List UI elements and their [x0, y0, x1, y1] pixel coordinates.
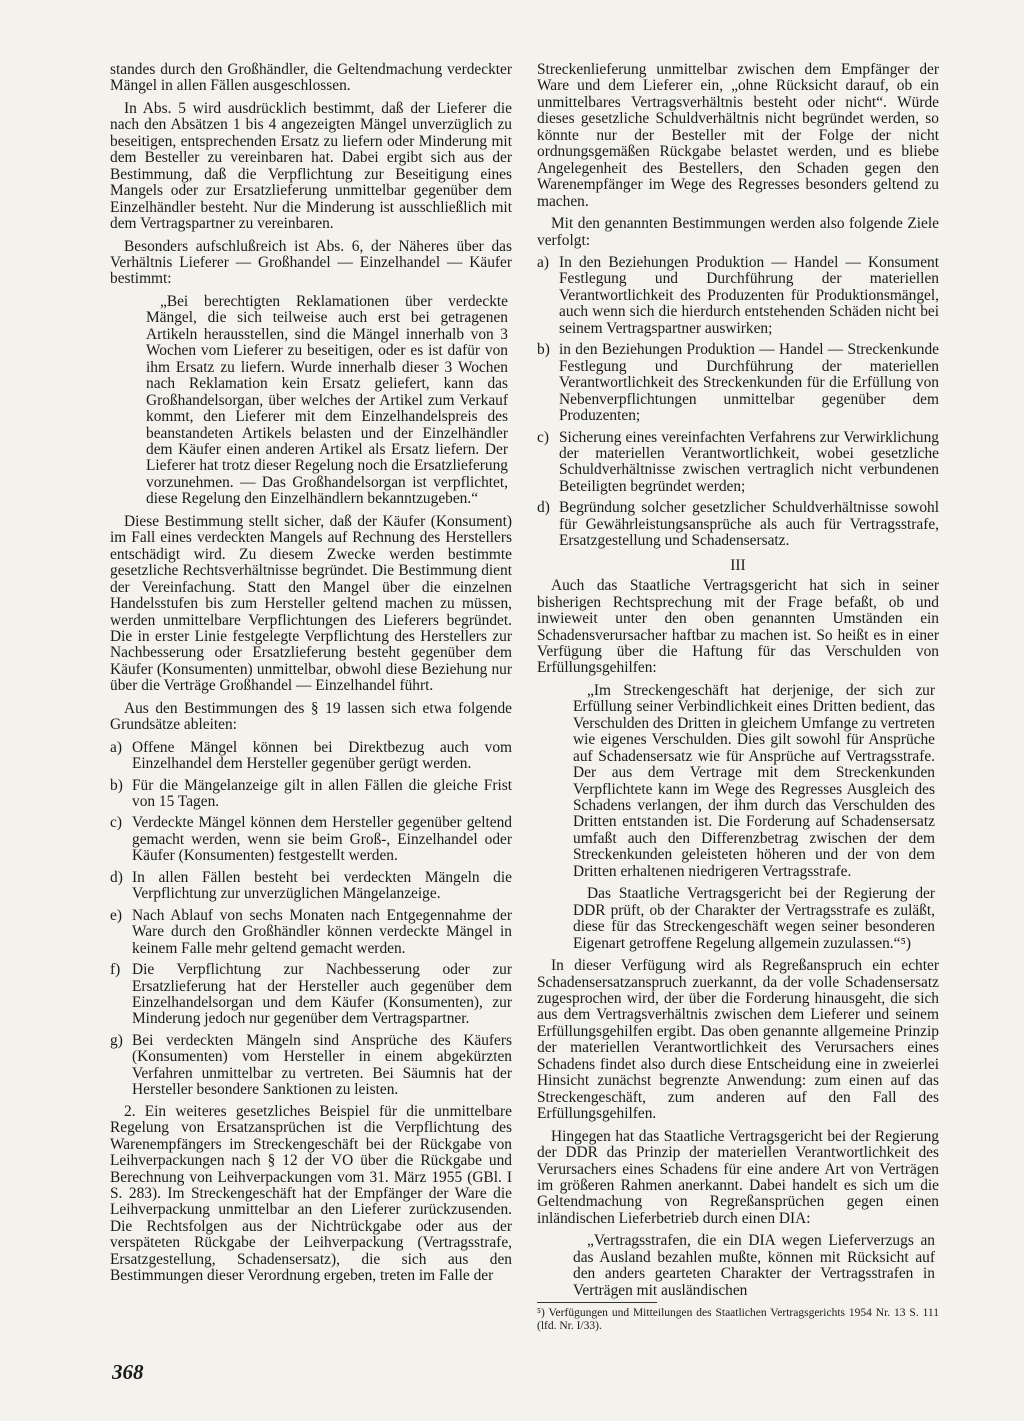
- paragraph: Streckenlieferung unmittelbar zwischen dem Empfänger der Ware und dem Lieferer ein, „ohne Rücksicht darauf, ob ein unmittelbares Vertragsverhältnis besteht oder nicht“. Würde dieses gesetzliche Schuldverhältnis nicht begründet werden, so könnte nur der Besteller mit der Folge der nicht ordnungsgemäßen Rückgabe belastet werden, und es bliebe Angelegenheit des Bestellers, den Schaden gegen den Warenempfänger im Wege des Regresses besonders geltend zu machen.: [537, 61, 939, 210]
- list-marker: f): [110, 961, 121, 979]
- list-marker: c): [110, 814, 122, 832]
- list-marker: c): [537, 428, 549, 446]
- paragraph: In Abs. 5 wird ausdrücklich bestimmt, daß der Lieferer die nach den Absätzen 1 bis 4 angezeigten Mängel unverzüglich zu beseitigen, entsprechenden Ersatz zu liefern oder Minderung mit dem Besteller zu vereinbaren hat. Dabei ergibt sich aus der Bestimmung, daß die Verpflichtung zur Beseitigung eines Mangels oder zur Ersatzlieferung unmittelbar gegenüber dem Einzelhändler besteht. Nur die Minderung ist ausschließlich mit dem Vertragspartner zu vereinbaren.: [110, 99, 512, 233]
- list-item: [537, 255, 939, 337]
- paragraph: Hingegen hat das Staatliche Vertragsgericht bei der Regierung der DDR das Prinzip der materiellen Verantwortlichkeit des Verursachers eines Schadens für eine andere Art von Verträgen im größeren Rahmen anerkannt. Dabei handelt es sich um die Geltendmachung von Regreßansprüchen gegen einen inländischen Lieferbetrieb durch einen DIA:: [537, 1127, 939, 1227]
- list-marker: d): [110, 868, 123, 886]
- paragraph: Diese Bestimmung stellt sicher, daß der Käufer (Konsument) im Fall eines verdeckten Mangels auf Rechnung des Herstellers entschädigt wird. Zu diesem Zwecke werden bestimmte gesetzliche Rechtsverhältnisse begründet. Die Bestimmung dient der Vereinfachung. Statt den Mangel über die einzelnen Handelsstufen bis zum Hersteller geltend machen zu müssen, werden unmittelbare Verpflichtungen des Lieferers begründet. Die in erster Linie festgelegte Verpflichtung des Herstellers zur Nachbesserung oder Ersatzlieferung besteht gegenüber dem Käufer (Konsumenten) unmittelbar, obwohl diese Beziehung nur über die Verträge Großhandel — Einzelhandel führt.: [110, 512, 512, 695]
- paragraph: standes durch den Großhändler, die Geltendmachung verdeckter Mängel in allen Fällen ausgeschlossen.: [110, 61, 512, 95]
- paragraph: Auch das Staatliche Vertragsgericht hat sich in seiner bisherigen Rechtsprechung mit der Frage befaßt, ob und inwieweit unter den oben genannten Umständen ein Schadensverursacher haftbar zu machen ist. So heißt es in einer Verfügung über die Haftung für das Verschulden von Erfüllungsgehilfen:: [537, 577, 939, 677]
- goals-list: [537, 255, 939, 550]
- list-item: [110, 962, 512, 1028]
- list-marker: g): [110, 1031, 123, 1049]
- list-text: Offene Mängel können bei Direktbezug auch vom Einzelhandel dem Hersteller gegenüber gerügt werden.: [132, 738, 512, 773]
- list-text: Für die Mängelanzeige gilt in allen Fällen die gleiche Frist von 15 Tagen.: [132, 776, 512, 811]
- paragraph: 2. Ein weiteres gesetzliches Beispiel für die unmittelbare Regelung von Ersatzansprüchen ist die Verpflichtung des Warenempfängers im Streckengeschäft bei der Rückgabe von Leihverpackungen nach § 12 der VO über die Rückgabe und Berechnung von Leihverpackungen vom 31. März 1955 (GBl. I S. 283). Im Streckengeschäft hat der Empfänger der Ware die Leihverpackung unmittelbar an den Lieferer zurückzusenden. Die Rechtsfolgen aus der Nichtrückgabe oder aus der verspäteten Rückgabe der Leihverpackung (Vertragsstrafe, Ersatzgestellung, Schadensersatz), die sich aus den Bestimmungen dieser Verordnung ergeben, treten im Falle der: [110, 1102, 512, 1285]
- paragraph: Aus den Bestimmungen des § 19 lassen sich etwa folgende Grundsätze ableiten:: [110, 699, 512, 734]
- block-quote: „Bei berechtigten Reklamationen über verdeckte Mängel, die sich teilweise auch erst bei getragenen Artikeln herausstellen, sind die Mängel innerhalb von 3 Wochen vom Lieferer zu beseitigen, oder es ist dafür von ihm Ersatz zu liefern. Wurde innerhalb dieser 3 Wochen nach Reklamation kein Ersatz geliefert, kann das Großhandelsorgan, über welches der Artikel zum Verkauf kommt, den Lieferer mit dem Einzelhandelspreis des beanstandeten Artikels belasten und der Einzelhändler dem Käufer einen anderen Artikel als Ersatz liefern. Der Lieferer hat trotz dieser Regelung noch die Ersatzlieferung vorzunehmen. — Das Großhandelsorgan ist verpflichtet, diese Regelung den Einzelhändlern bekanntzugeben.“: [146, 292, 508, 508]
- paragraph: In dieser Verfügung wird als Regreßanspruch ein echter Schadensersatzanspruch zuerkannt, da der volle Schadensersatz zugesprochen wird, der über die Forderung hinausgeht, die sich aus dem Vertragsverhältnis zwischen dem Lieferer und seinem Erfüllungsgehilfen ergibt. Das oben genannte allgemeine Prinzip der materiellen Verantwortlichkeit des Verursachers eines Schadens findet also durch diese Entscheidung eine in zweierlei Hinsicht zunächst begrenzte Anwendung: zum einen auf das Streckengeschäft, zum anderen auf den Fall des Erfüllungsgehilfen.: [537, 957, 939, 1123]
- list-item: [537, 500, 939, 549]
- list-item: [537, 342, 939, 424]
- footnote-rule: [537, 1302, 657, 1303]
- left-column: [110, 62, 512, 1291]
- list-item: [110, 815, 512, 864]
- list-text: Bei verdeckten Mängeln sind Ansprüche des Käufers (Konsumenten) vom Hersteller in einem abgekürzten Verfahren unmittelbar zu vertreten. Bei Säumnis hat der Hersteller besondere Sanktionen zu leisten.: [132, 1031, 512, 1099]
- section-heading: III: [730, 556, 746, 574]
- list-item: [537, 430, 939, 496]
- paragraph: Mit den genannten Bestimmungen werden also folgende Ziele verfolgt:: [537, 215, 939, 249]
- list-item: [110, 1033, 512, 1099]
- list-marker: b): [537, 341, 550, 359]
- list-text: In den Beziehungen Produktion — Handel — Konsument Festlegung und Durchführung der materiellen Verantwortlichkeit des Produzenten für Produktionsmängel, auch wenn sich die hierdurch entstehenden Schäden nicht bei seinem Vertragspartner auswirken;: [559, 253, 939, 337]
- page-number: 368: [112, 1360, 144, 1384]
- list-marker: d): [537, 499, 550, 517]
- list-marker: e): [110, 906, 122, 924]
- list-text: In allen Fällen besteht bei verdeckten Mängeln die Verpflichtung zur unverzüglichen Mängelanzeige.: [132, 868, 512, 903]
- principles-list: [110, 740, 512, 1099]
- right-column: [537, 62, 939, 1305]
- list-marker: a): [537, 253, 549, 271]
- block-quote: Das Staatliche Vertragsgericht bei der Regierung der DDR prüft, ob der Charakter der Vertragsstrafe es zuläßt, diese für das Streckengeschäft wegen seiner besonderen Eigenart getroffene Regelung allgemein zuzulassen.“⁵): [573, 885, 935, 952]
- list-text: Begründung solcher gesetzlicher Schuldverhältnisse sowohl für Gewährleistungsansprüche als auch für Vertragsstrafe, Ersatzgestellung und Schadensersatz.: [559, 499, 939, 550]
- block-quote: „Vertragsstrafen, die ein DIA wegen Lieferverzugs an das Ausland bezahlen mußte, können mit Rücksicht auf den anders gearteten Charakter der Vertragsstrafen in Verträgen mit ausländischen: [573, 1232, 935, 1299]
- list-text: Sicherung eines vereinfachten Verfahrens zur Verwirklichung der materiellen Verantwortlichkeit, wobei gesetzliche Schuldverhältnisse zwischen vertraglich nicht verbundenen Beteiligten begründet werden;: [559, 428, 939, 495]
- list-item: [110, 778, 512, 811]
- list-item: [110, 870, 512, 903]
- paragraph: Besonders aufschlußreich ist Abs. 6, der Näheres über das Verhältnis Lieferer — Großhandel — Einzelhandel — Käufer bestimmt:: [110, 237, 512, 288]
- list-text: Verdeckte Mängel können dem Hersteller gegenüber geltend gemacht werden, wenn sie beim Groß-, Einzelhandel oder Käufer (Konsumenten) festgestellt werden.: [132, 814, 512, 865]
- block-quote: „Im Streckengeschäft hat derjenige, der sich zur Erfüllung seiner Verbindlichkeit eines Dritten bedient, das Verschulden des Dritten in gleichem Umfange zu vertreten wie eigenes Verschulden. Dies gilt sowohl für Ansprüche auf Schadensersatz wie für Ansprüche auf Vertragsstrafe. Der aus dem Vertrage mit dem Streckenkunden Verpflichtete kann im Wege des Regresses Ausgleich des Schadens verlangen, der ihm durch das Verschulden des Dritten entstanden ist. Die Forderung auf Schadensersatz umfaßt auch den Differenzbetrag zwischen der dem Streckenkunden geleisteten höheren und der von dem Dritten erhaltenen niedrigeren Vertragsstrafe.: [573, 681, 935, 880]
- list-text: in den Beziehungen Produktion — Handel — Streckenkunde Festlegung und Durchführung der materiellen Verantwortlichkeit des Streckenkunden für die Erfüllung von Nebenverpflichtungen unmittelbar gegenüber dem Produzenten;: [559, 341, 939, 425]
- list-text: Die Verpflichtung zur Nachbesserung oder zur Ersatzlieferung hat der Hersteller auch gegenüber dem Einzelhandelsorgan und dem Käufer (Konsumenten), zur Minderung jedoch nur gegenüber dem Vertragspartner.: [132, 961, 512, 1028]
- list-item: [110, 740, 512, 773]
- list-marker: a): [110, 738, 122, 756]
- list-text: Nach Ablauf von sechs Monaten nach Entgegennahme der Ware durch den Großhändler können verdeckte Mängel in keinem Falle mehr geltend gemacht werden.: [132, 906, 512, 957]
- list-marker: b): [110, 776, 123, 794]
- footnote: ⁵) Verfügungen und Mitteilungen des Staatlichen Vertragsgerichts 1954 Nr. 13 S. 111 (lfd. Nr. I/33).: [537, 1307, 939, 1332]
- list-item: [110, 908, 512, 957]
